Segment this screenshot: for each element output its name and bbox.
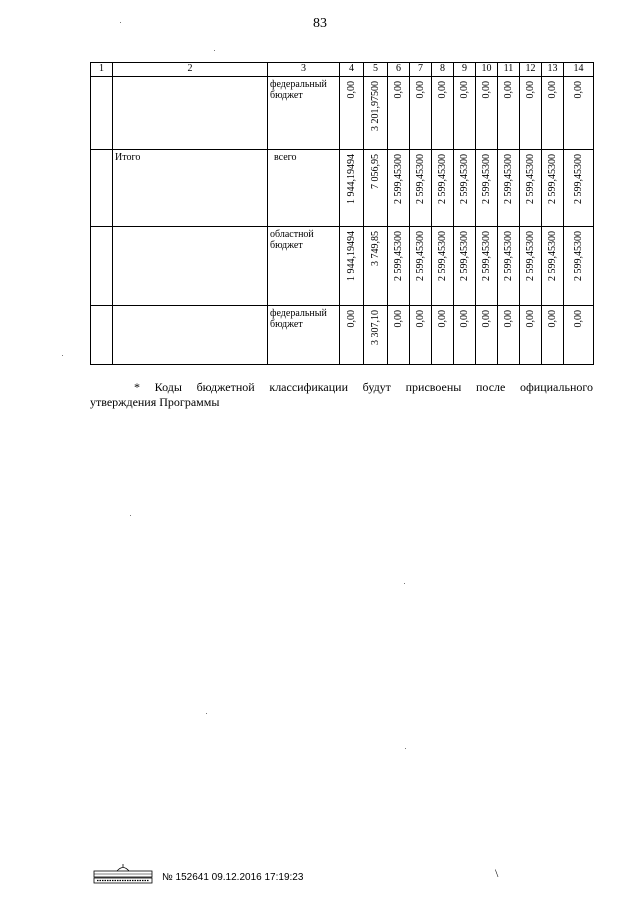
value-cell: [564, 306, 594, 365]
value-text: 0,00: [572, 310, 584, 328]
table-row: [91, 306, 594, 365]
corner-mark: \: [495, 866, 499, 880]
value-cell: [410, 150, 432, 227]
header-cell: 8: [432, 63, 454, 77]
source-cell: [268, 306, 340, 365]
value-cell: [520, 150, 542, 227]
value-text: 0,00: [546, 310, 558, 328]
scan-speck: [130, 515, 131, 516]
value-cell: [542, 227, 564, 306]
scan-speck: [120, 22, 121, 23]
value-text: 0,00: [414, 310, 426, 328]
value-text: 7 056,95: [369, 154, 381, 189]
scan-speck: [404, 583, 405, 584]
value-text: 0,00: [458, 310, 470, 328]
value-cell: [476, 227, 498, 306]
name-text: Итого: [115, 152, 141, 163]
value-text: 1 944,19494: [345, 154, 357, 204]
value-text: 2 599,45300: [392, 154, 404, 204]
value-text: 2 599,45300: [480, 231, 492, 281]
value-text: 0,00: [458, 81, 470, 99]
value-text: 0,00: [502, 310, 514, 328]
value-cell: [454, 306, 476, 365]
value-cell: [564, 150, 594, 227]
value-cell: [520, 227, 542, 306]
source-text: федеральный бюджет: [270, 308, 327, 330]
value-text: 3 307,10: [369, 310, 381, 345]
value-cell: [410, 77, 432, 150]
value-cell: [432, 150, 454, 227]
header-cell: 10: [476, 63, 498, 77]
value-cell: [340, 77, 364, 150]
source-text: всего: [274, 152, 297, 163]
value-text: 2 599,45300: [480, 154, 492, 204]
value-text: 0,00: [480, 310, 492, 328]
value-cell: [410, 306, 432, 365]
value-cell: [520, 77, 542, 150]
scan-speck: [62, 355, 63, 356]
name-cell: [113, 227, 268, 306]
page-number: 83: [313, 16, 327, 31]
value-text: 0,00: [436, 81, 448, 99]
value-text: 2 599,45300: [502, 231, 514, 281]
budget-table: [90, 62, 594, 365]
value-text: 2 599,45300: [436, 231, 448, 281]
value-text: 1 944,19494: [345, 231, 357, 281]
value-cell: [364, 227, 388, 306]
value-cell: [498, 227, 520, 306]
value-cell: [432, 306, 454, 365]
value-text: 0,00: [480, 81, 492, 99]
source-cell: [268, 227, 340, 306]
value-text: 0,00: [345, 310, 357, 328]
value-text: 2 599,45300: [546, 231, 558, 281]
value-text: 3 201,97500: [369, 81, 381, 131]
source-cell: [268, 150, 340, 227]
scan-speck: [405, 748, 406, 749]
value-cell: [454, 77, 476, 150]
value-text: 2 599,45300: [546, 154, 558, 204]
value-text: 2 599,45300: [392, 231, 404, 281]
source-text: федеральный бюджет: [270, 79, 327, 101]
value-cell: [388, 77, 410, 150]
value-cell: [388, 306, 410, 365]
value-text: 0,00: [414, 81, 426, 99]
value-text: 2 599,45300: [458, 231, 470, 281]
value-cell: [388, 150, 410, 227]
footnote: [90, 380, 593, 410]
table-header-row: [91, 63, 594, 77]
value-text: 2 599,45300: [502, 154, 514, 204]
value-cell: [564, 77, 594, 150]
scan-speck: [214, 50, 215, 51]
value-cell: [564, 227, 594, 306]
value-cell: [432, 77, 454, 150]
value-text: 0,00: [502, 81, 514, 99]
value-cell: [498, 150, 520, 227]
value-text: 3 749,85: [369, 231, 381, 266]
value-cell: [388, 227, 410, 306]
row-number-cell: [91, 77, 113, 150]
scan-speck: [206, 713, 207, 714]
value-text: 0,00: [546, 81, 558, 99]
value-text: 2 599,45300: [572, 154, 584, 204]
value-text: 0,00: [524, 310, 536, 328]
value-cell: [364, 150, 388, 227]
header-cell: 5: [364, 63, 388, 77]
value-cell: [340, 227, 364, 306]
header-cell: 1: [91, 63, 113, 77]
registration-number: № 152641 09.12.2016 17:19:23: [162, 872, 304, 883]
value-cell: [364, 306, 388, 365]
row-number-cell: [91, 306, 113, 365]
row-number-cell: [91, 150, 113, 227]
value-cell: [432, 227, 454, 306]
value-text: 2 599,45300: [436, 154, 448, 204]
name-text: [113, 77, 267, 81]
value-cell: [476, 150, 498, 227]
value-text: 0,00: [392, 310, 404, 328]
name-cell: [113, 306, 268, 365]
value-cell: [454, 227, 476, 306]
value-cell: [498, 306, 520, 365]
value-cell: [476, 306, 498, 365]
header-cell: 3: [268, 63, 340, 77]
header-cell: 9: [454, 63, 476, 77]
source-text: областной бюджет: [270, 229, 314, 251]
value-text: 2 599,45300: [524, 154, 536, 204]
header-cell: 7: [410, 63, 432, 77]
header-cell: 14: [564, 63, 594, 77]
value-cell: [542, 77, 564, 150]
header-cell: 2: [113, 63, 268, 77]
value-text: 2 599,45300: [524, 231, 536, 281]
value-text: 0,00: [392, 81, 404, 99]
footnote-line-2: утверждения Программы: [90, 395, 220, 409]
value-cell: [498, 77, 520, 150]
footer: [92, 862, 392, 886]
footnote-line-1: * Коды бюджетной классификации будут присвоены после официального: [134, 380, 593, 394]
value-cell: [542, 150, 564, 227]
value-cell: [340, 306, 364, 365]
value-text: 0,00: [345, 81, 357, 99]
value-cell: [340, 150, 364, 227]
row-number-cell: [91, 227, 113, 306]
header-cell: 12: [520, 63, 542, 77]
value-text: 0,00: [572, 81, 584, 99]
value-cell: [542, 306, 564, 365]
header-cell: 4: [340, 63, 364, 77]
value-text: 0,00: [524, 81, 536, 99]
table-row: [91, 77, 594, 150]
header-cell: 11: [498, 63, 520, 77]
value-text: 2 599,45300: [414, 154, 426, 204]
name-cell: [113, 150, 268, 227]
value-cell: [364, 77, 388, 150]
name-cell: [113, 77, 268, 150]
header-cell: 6: [388, 63, 410, 77]
value-cell: [476, 77, 498, 150]
value-text: 2 599,45300: [414, 231, 426, 281]
table-row: [91, 227, 594, 306]
table-row: [91, 150, 594, 227]
electronic-document-stamp-icon: [92, 862, 154, 886]
value-text: 2 599,45300: [572, 231, 584, 281]
header-cell: 13: [542, 63, 564, 77]
value-cell: [454, 150, 476, 227]
source-cell: [268, 77, 340, 150]
name-text: [113, 306, 267, 310]
name-text: [113, 227, 267, 231]
value-cell: [520, 306, 542, 365]
value-text: 0,00: [436, 310, 448, 328]
value-cell: [410, 227, 432, 306]
value-text: 2 599,45300: [458, 154, 470, 204]
